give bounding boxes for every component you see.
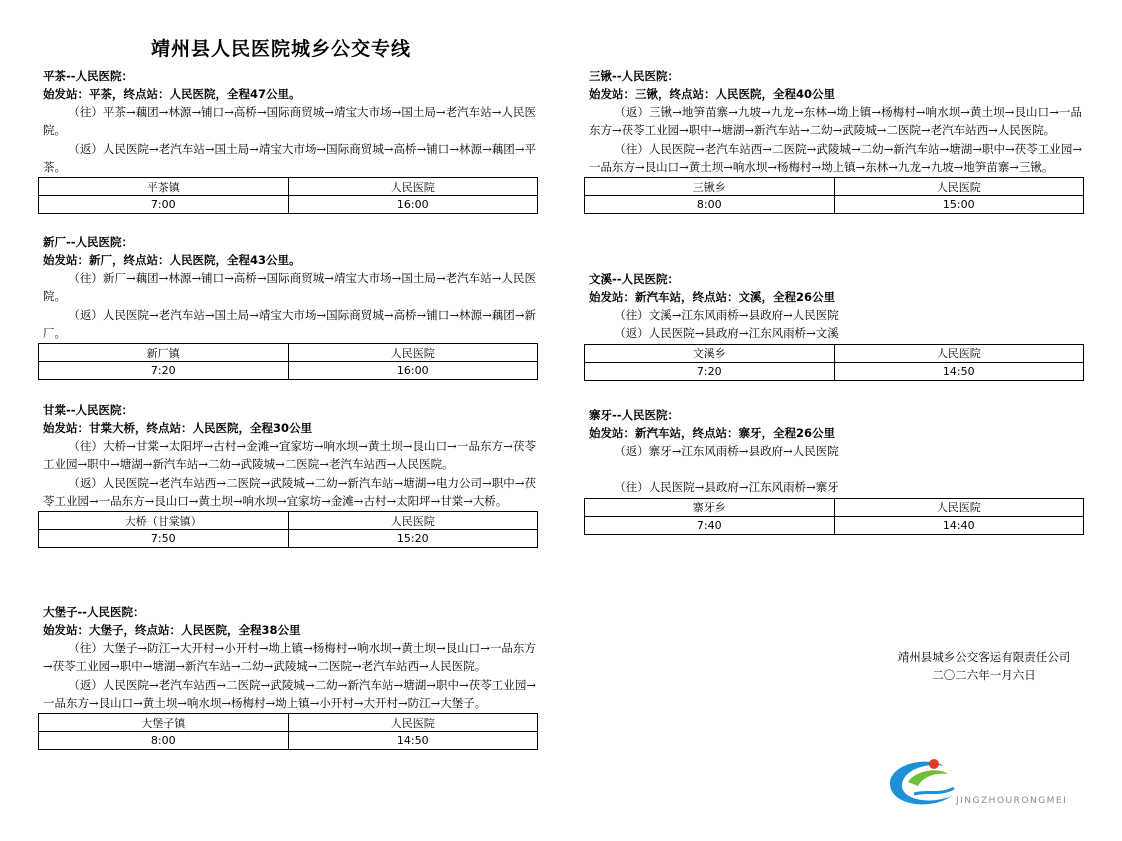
route-outbound: （往）大堡子→防江→大开村→小开村→坳上镇→杨梅村→响水坝→黄土坝→艮山口→一品东方→茯苓工业园→职中→塘湖→新汽车站→二幼→武陵城→二医院→老汽车站西→人民医院。 (43, 641, 536, 674)
route-outbound: （往）平茶→藕团→林源→铺口→高桥→国际商贸城→靖宝大市场→国土局→老汽车站→人民医院。 (43, 105, 536, 138)
return-time-cell: 16:00 (288, 196, 538, 214)
left-column (38, 67, 538, 750)
origin-cell: 新厂镇 (39, 344, 289, 362)
depart-time-cell: 8:00 (585, 196, 835, 214)
return-time-cell: 14:50 (288, 732, 538, 750)
route-xinchang (38, 233, 538, 401)
route-return: （返）人民医院→老汽车站西→二医院→武陵城→二幼→新汽车站→塘湖→职中→茯苓工业园→一品东方→艮山口→黄土坝→响水坝→杨梅村→坳上镇→小开村→大开村→防江→大堡子。 (43, 677, 536, 710)
return-time-cell: 15:20 (288, 530, 538, 548)
route-summary: 始发站：甘棠大桥，终点站：人民医院，全程30公里 (43, 421, 313, 435)
page-title: 靖州县人民医院城乡公交专线 (151, 38, 412, 60)
origin-cell: 大堡子镇 (39, 714, 289, 732)
depart-time-cell: 7:50 (39, 530, 289, 548)
logo-swoosh-blue (890, 762, 952, 805)
route-outbound: （往）文溪→江东风雨桥→县政府→人民医院 (614, 308, 839, 322)
route-outbound: （往）大桥→甘棠→太阳坪→古村→金滩→宜家坊→响水坝→黄土坝→艮山口→一品东方→茯苓工业园→职中→塘湖→新汽车站→二幼→武陵城→二医院→老汽车站西→人民医院。 (43, 439, 536, 472)
timetable (38, 511, 538, 548)
logo-wave (914, 788, 954, 794)
origin-cell: 平茶镇 (39, 178, 289, 196)
route-sanqiao (584, 67, 1084, 270)
return-time-cell: 14:50 (834, 362, 1084, 380)
route-return: （返）人民医院→老汽车站→国土局→靖宝大市场→国际商贸城→高桥→铺口→林源→藕团→新厂。 (43, 307, 536, 340)
route-name: 文溪--人民医院： (589, 272, 680, 286)
logo-text: JINGZHOURONGMEI (956, 796, 1068, 806)
issue-date: 二〇二六年一月六日 (932, 668, 1036, 682)
return-time-cell: 16:00 (288, 362, 538, 380)
route-outbound: （往）人民医院→老汽车站西→二医院→武陵城→二幼→新汽车站→塘湖→职中→茯苓工业园→一品东方→艮山口→黄土坝→响水坝→杨梅村→坳上镇→东林→九龙→九坡→地笋苗寨→三锹。 (589, 141, 1082, 174)
route-name: 新厂--人民医院： (43, 235, 134, 249)
route-summary: 始发站：大堡子，终点站：人民医院，全程38公里 (43, 623, 301, 637)
return-time-cell: 14:40 (834, 516, 1084, 534)
route-summary: 始发站：新汽车站，终点站：文溪，全程26公里 (589, 290, 836, 304)
route-wenxi (584, 270, 1084, 406)
depart-time-cell: 7:20 (39, 362, 289, 380)
destination-cell: 人民医院 (834, 178, 1084, 196)
route-summary: 始发站：平茶，终点站：人民医院，全程47公里。 (43, 87, 301, 101)
route-return: （返）人民医院→县政府→江东风雨桥→文溪 (614, 326, 839, 341)
origin-cell: 大桥（甘棠镇） (39, 512, 289, 530)
route-summary: 始发站：新厂，终点站：人民医院，全程43公里。 (43, 253, 301, 267)
destination-cell: 人民医院 (834, 498, 1084, 516)
issuer-block (893, 648, 1075, 684)
route-outbound: （往）新厂→藕团→林源→铺口→高桥→国际商贸城→靖宝大市场→国土局→老汽车站→人民医院。 (43, 271, 536, 304)
timetable (38, 343, 538, 380)
depart-time-cell: 7:20 (585, 362, 835, 380)
route-summary: 始发站：新汽车站，终点站：寨牙，全程26公里 (589, 426, 836, 440)
depart-time-cell: 7:40 (585, 516, 835, 534)
company-name: 靖州县城乡公交客运有限责任公司 (897, 650, 1071, 664)
route-name: 寨牙--人民医院： (589, 408, 680, 422)
route-zhaiya (584, 406, 1084, 535)
origin-cell: 寨牙乡 (585, 498, 835, 516)
timetable (584, 344, 1084, 381)
route-name: 大堡子--人民医院： (43, 605, 145, 619)
timetable (584, 498, 1084, 535)
route-name: 三锹--人民医院： (589, 69, 680, 83)
origin-cell: 三锹乡 (585, 178, 835, 196)
route-return: （返）三锹→地笋苗寨→九坡→九龙→东林→坳上镇→杨梅村→响水坝→黄土坝→艮山口→一品东方→茯苓工业园→职中→塘湖→新汽车站→二幼→武陵城→二医院→老汽车站西→人民医院。 (589, 105, 1082, 138)
return-time-cell: 15:00 (834, 196, 1084, 214)
destination-cell: 人民医院 (834, 344, 1084, 362)
destination-cell: 人民医院 (288, 178, 538, 196)
depart-time-cell: 7:00 (39, 196, 289, 214)
route-summary: 始发站：三锹，终点站：人民医院，全程40公里 (589, 87, 836, 101)
right-column (584, 67, 1084, 535)
destination-cell: 人民医院 (288, 714, 538, 732)
route-pingcha (38, 67, 538, 233)
route-outbound: （往）人民医院→县政府→江东风雨桥→寨牙 (614, 480, 839, 495)
route-return: （返）人民医院→老汽车站→国土局→靖宝大市场→国际商贸城→高桥→铺口→林源→藕团→平茶。 (43, 141, 536, 174)
route-return: （返）人民医院→老汽车站西→二医院→武陵城→二幼→新汽车站→塘湖→电力公司→职中→茯苓工业园→一品东方→艮山口→黄土坝→响水坝→宜家坊→金滩→古村→太阳坪→甘棠→大桥。 (43, 475, 536, 508)
logo-swoosh-green (908, 770, 948, 786)
timetable (38, 713, 538, 750)
depart-time-cell: 8:00 (39, 732, 289, 750)
route-gantang (38, 401, 538, 603)
destination-cell: 人民医院 (288, 512, 538, 530)
route-dabaozi (38, 603, 538, 750)
route-name: 平茶--人民医院： (43, 69, 134, 83)
origin-cell: 文溪乡 (585, 344, 835, 362)
timetable (38, 177, 538, 214)
route-name: 甘棠--人民医院： (43, 403, 134, 417)
route-return: （返）寨牙→江东风雨桥→县政府→人民医院 (614, 444, 839, 458)
logo-sun (929, 759, 939, 769)
destination-cell: 人民医院 (288, 344, 538, 362)
timetable (584, 177, 1084, 214)
